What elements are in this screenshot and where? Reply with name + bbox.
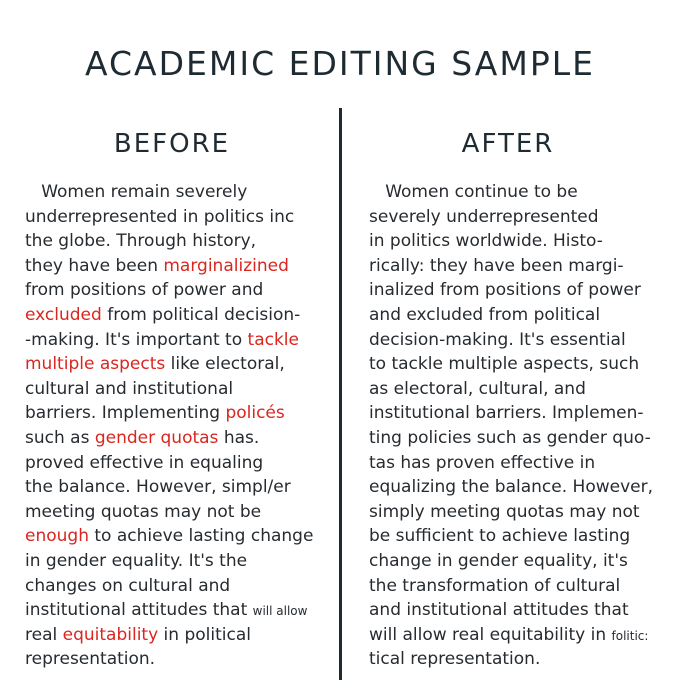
before-text-segment: real xyxy=(25,624,63,645)
before-text-segment: meeting quotas may not be xyxy=(25,501,262,522)
before-text-segment: has. xyxy=(218,427,260,448)
after-text-segment: to tackle multiple aspects, such xyxy=(369,354,640,375)
before-text-segment: in political xyxy=(158,624,251,645)
after-text-segment: tas has proven effective in xyxy=(369,452,596,473)
before-highlighted-word: policés xyxy=(225,403,285,424)
after-text-segment: inalized from positions of power xyxy=(369,280,641,301)
after-text-line xyxy=(369,328,653,353)
before-text-segment: they have been xyxy=(25,255,164,276)
before-text-line xyxy=(25,180,313,205)
before-text-segment: like electoral, xyxy=(165,354,285,375)
before-text-line xyxy=(25,426,313,451)
before-heading: BEFORE xyxy=(113,129,231,159)
before-paragraph xyxy=(25,180,313,672)
before-text-line xyxy=(25,451,313,476)
before-text-line xyxy=(25,278,313,303)
before-text-segment: representation. xyxy=(25,649,156,670)
after-text-segment: ting policies such as gender quo- xyxy=(369,427,651,448)
before-text-segment: cultural and institutional xyxy=(25,378,234,399)
before-highlighted-word: marginalizined xyxy=(163,255,289,276)
before-text-segment: to achieve lasting change xyxy=(88,526,314,547)
before-text-line xyxy=(25,524,313,549)
after-text-segment: will allow real equitability in xyxy=(369,624,612,645)
before-text-segment: Women remain severely xyxy=(25,182,248,202)
before-highlighted-word: excluded xyxy=(25,304,102,325)
before-text-segment: -making. It's important to xyxy=(25,329,248,350)
before-highlighted-word: gender quotas xyxy=(94,427,219,448)
before-text-segment: from positions of power and xyxy=(25,280,264,301)
before-text-line xyxy=(25,475,313,500)
after-heading: AFTER xyxy=(461,129,555,159)
before-text-line xyxy=(25,328,313,353)
after-text-line xyxy=(369,303,653,328)
before-highlighted-word: tackle xyxy=(247,329,299,350)
before-text-segment: proved effective in equaling xyxy=(25,452,264,473)
before-text-segment: underrepresented in politics inc xyxy=(25,206,295,227)
before-text-line xyxy=(25,377,313,402)
after-text-segment: institutional barriers. Implemen- xyxy=(369,403,644,424)
after-text-line xyxy=(369,451,653,476)
after-text-segment: rically: they have been margi- xyxy=(369,255,624,276)
after-text-line xyxy=(369,254,653,279)
after-text-segment: severely underrepresented xyxy=(369,206,599,227)
page-title: ACADEMIC EDITING SAMPLE xyxy=(85,44,595,83)
after-text-line xyxy=(369,205,653,230)
after-text-line xyxy=(369,500,653,525)
after-text-segment: equalizing the balance. However, xyxy=(369,477,654,498)
after-text-segment: folitic: xyxy=(611,628,649,643)
after-text-line xyxy=(369,377,653,402)
after-text-line xyxy=(369,426,653,451)
after-text-line xyxy=(369,647,653,672)
after-text-line xyxy=(369,229,653,254)
after-text-line xyxy=(369,598,653,623)
before-text-line xyxy=(25,574,313,599)
after-text-line xyxy=(369,549,653,574)
after-paragraph xyxy=(369,180,653,672)
before-text-segment: such as xyxy=(25,427,95,448)
before-text-line xyxy=(25,549,313,574)
after-text-line xyxy=(369,180,653,205)
before-text-line xyxy=(25,303,313,328)
before-text-line xyxy=(25,500,313,525)
after-text-segment: simply meeting quotas may not xyxy=(369,501,640,522)
before-text-line xyxy=(25,401,313,426)
after-text-segment: tical representation. xyxy=(369,649,541,670)
before-text-segment: barriers. Implementing xyxy=(25,403,226,424)
after-text-segment: decision-making. It's essential xyxy=(369,329,626,350)
before-highlighted-word: multiple aspects xyxy=(25,354,166,375)
after-text-segment: Women continue to be xyxy=(369,182,578,202)
after-text-segment: in politics worldwide. Histo- xyxy=(369,231,603,252)
after-text-line xyxy=(369,524,653,549)
before-text-line xyxy=(25,229,313,254)
after-text-segment: be sufficient to achieve lasting xyxy=(369,526,631,547)
after-text-segment: the transformation of cultural xyxy=(369,575,621,596)
before-highlighted-word: equitability xyxy=(62,624,159,645)
column-divider xyxy=(339,108,342,680)
after-text-segment: change in gender equality, it's xyxy=(369,550,628,571)
after-text-line xyxy=(369,574,653,599)
before-text-segment: in gender equality. It's the xyxy=(25,550,248,571)
after-text-segment: and institutional attitudes that xyxy=(369,600,629,621)
before-text-line xyxy=(25,352,313,377)
before-highlighted-word: enough xyxy=(25,526,89,547)
after-text-segment: and excluded from political xyxy=(369,304,601,325)
before-text-line xyxy=(25,254,313,279)
before-text-line xyxy=(25,647,313,672)
before-text-line xyxy=(25,598,313,623)
before-text-segment: will allow xyxy=(252,604,308,619)
before-text-line xyxy=(25,623,313,648)
after-text-line xyxy=(369,623,653,648)
before-text-segment: changes on cultural and xyxy=(25,575,231,596)
after-text-line xyxy=(369,401,653,426)
before-text-segment: from political decision- xyxy=(101,304,301,325)
before-text-line xyxy=(25,205,313,230)
after-text-line xyxy=(369,475,653,500)
before-text-segment: the globe. Through history, xyxy=(25,231,257,252)
after-text-line xyxy=(369,352,653,377)
before-text-segment: institutional attitudes that xyxy=(25,600,253,621)
after-text-segment: as electoral, cultural, and xyxy=(369,378,586,399)
before-text-segment: the balance. However, simpl/er xyxy=(25,477,291,498)
after-text-line xyxy=(369,278,653,303)
